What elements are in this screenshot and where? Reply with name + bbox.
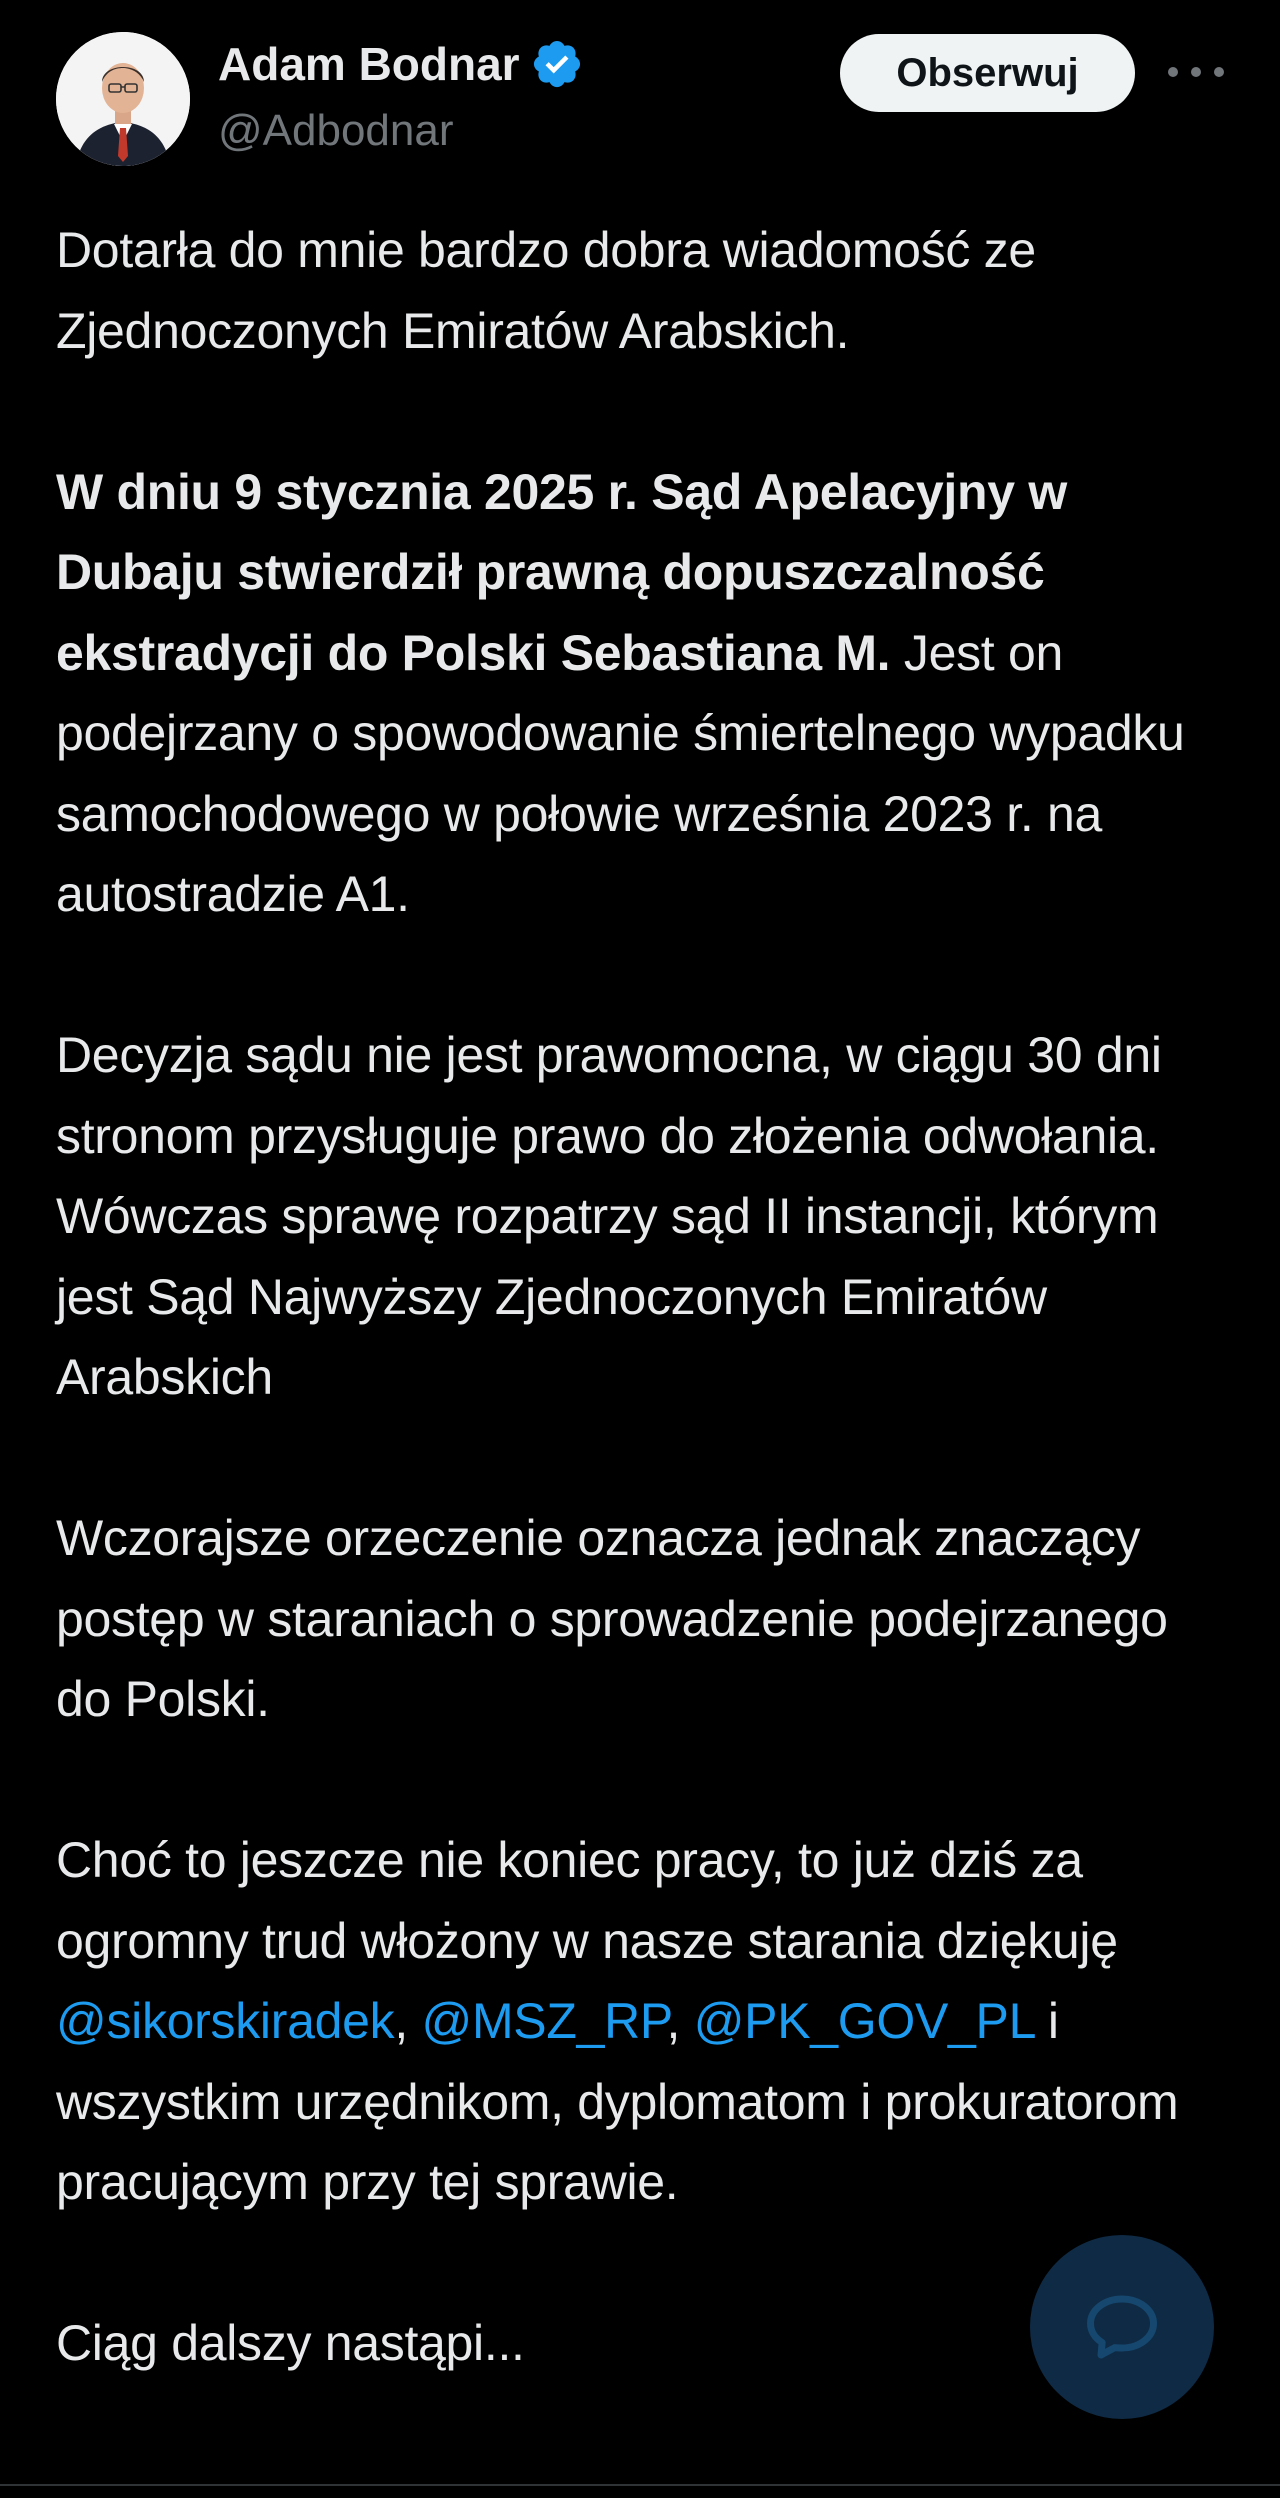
author-handle[interactable]: @Adbodnar xyxy=(218,106,454,155)
divider xyxy=(0,2484,1280,2486)
reply-fab-button[interactable] xyxy=(1030,2235,1214,2419)
tweet-bold-text: W dniu 9 stycznia 2025 r. Sąd Apelacyjny w Dubaju stwierdził prawną dopuszczalność ekstradycji do Polski Sebastiana M. xyxy=(56,463,1067,681)
tweet-paragraph xyxy=(56,452,1236,935)
profile-photo-icon xyxy=(56,32,190,166)
tweet-paragraph xyxy=(56,1498,1236,1740)
author-display-name[interactable]: Adam Bodnar xyxy=(218,38,520,90)
tweet-paragraph-text: Choć to jeszcze nie koniec pracy, to już dziś za ogromny trud włożony w nasze starania dziękuję xyxy=(56,1832,1118,1969)
tweet-paragraph-text: Wczorajsze orzeczenie oznacza jednak znaczący postęp w staraniach o sprowadzenie podejrzanego do Polski. xyxy=(56,1510,1168,1727)
more-dot xyxy=(1191,67,1201,77)
mention-link-msz-rp[interactable]: @MSZ_RP xyxy=(421,1993,667,2049)
more-dot xyxy=(1214,67,1224,77)
speech-bubble-icon xyxy=(1080,2285,1164,2369)
tweet-paragraph xyxy=(56,210,1236,371)
mention-link-pk-gov-pl[interactable]: @PK_GOV_PL xyxy=(693,1993,1035,2049)
mention-separator: , xyxy=(394,1993,422,2049)
tweet-text xyxy=(56,210,1236,2384)
tweet-paragraph xyxy=(56,1015,1236,1418)
verified-badge-icon xyxy=(530,37,584,91)
mention-separator: , xyxy=(666,1993,694,2049)
tweet-paragraph-text: Decyzja sądu nie jest prawomocna, w ciągu 30 dni stronom przysługuje prawo do złożenia odwołania. Wówczas sprawę rozpatrzy sąd II instancji, którym jest Sąd Najwyższy Zjednoczonych Emiratów Arabskich xyxy=(56,1027,1162,1405)
ellipsis-icon[interactable] xyxy=(1168,54,1224,90)
tweet-paragraph-text: Dotarła do mnie bardzo dobra wiadomość ze Zjednoczonych Emiratów Arabskich. xyxy=(56,222,1036,359)
mention-link-sikorskiradek[interactable]: @sikorskiradek xyxy=(56,1993,395,2049)
tweet-paragraph-text: i wszystkim urzędnikom, dyplomatom i prokuratorom pracującym przy tej sprawie. xyxy=(56,1993,1179,2210)
tweet-paragraph xyxy=(56,1820,1236,2223)
more-dot xyxy=(1168,67,1178,77)
tweet-paragraph-text: Ciąg dalszy nastąpi... xyxy=(56,2315,525,2371)
tweet-header xyxy=(0,0,1280,180)
author-avatar[interactable] xyxy=(56,32,190,166)
author-name-row xyxy=(218,36,584,92)
follow-button[interactable]: Obserwuj xyxy=(840,34,1135,112)
tweet-paragraph-text: Jest on podejrzany o spowodowanie śmiertelnego wypadku samochodowego w połowie września 2023 r. na autostradzie A1. xyxy=(56,624,1185,922)
